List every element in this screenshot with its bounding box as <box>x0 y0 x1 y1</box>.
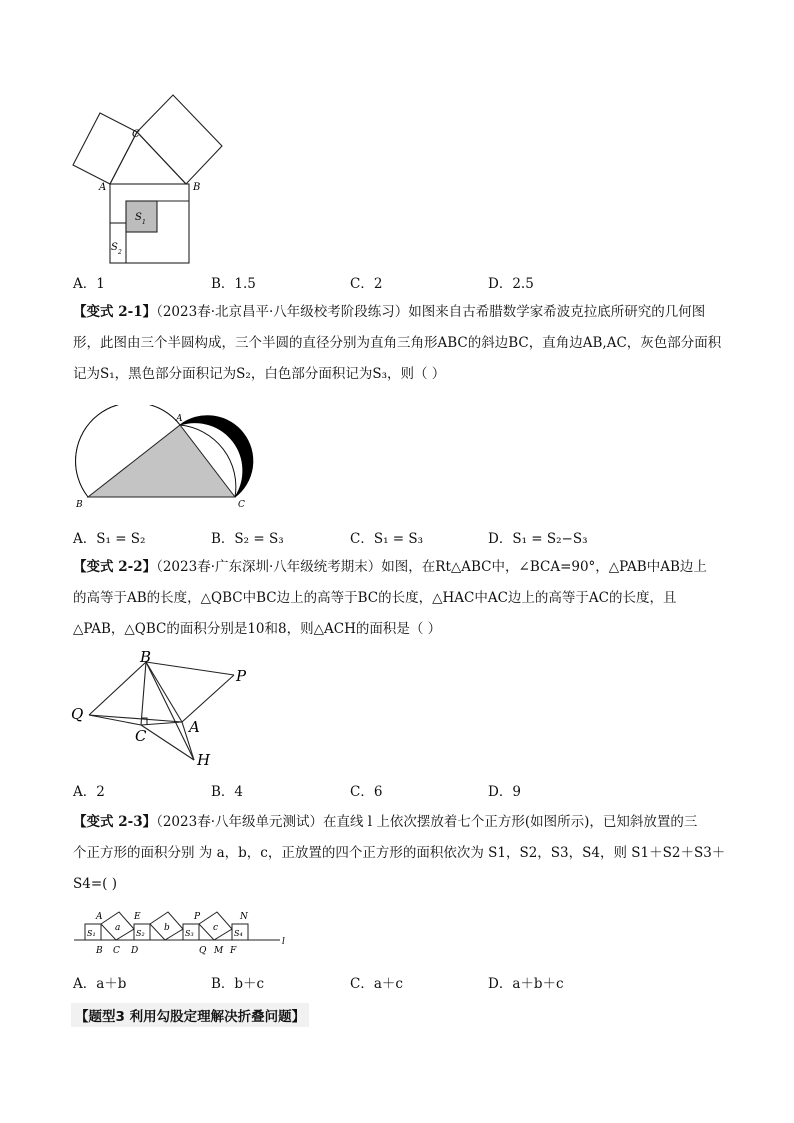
q23-option-a[interactable]: A．a＋b <box>73 976 127 992</box>
figure-seven-squares <box>70 906 300 958</box>
sq-label-a-point: A <box>96 912 103 922</box>
tri-label-p: P <box>236 667 247 685</box>
sq-label-e: E <box>134 912 141 922</box>
q21-line1: （2023春·北京昌平·八年级校考阶段练习）如图来自古希腊数学家希波克拉底所研究的几何图 <box>156 304 706 320</box>
q1-option-d[interactable]: D．2.5 <box>488 276 534 292</box>
q22-line3: △PAB，△QBC的面积分别是10和8，则△ACH的面积是（ ） <box>73 621 442 637</box>
label-a: A <box>99 182 107 193</box>
sq-label-m: M <box>214 946 224 956</box>
lune-label-a: A <box>176 414 183 424</box>
q23-line1: （2023春·八年级单元测试）在直线 l 上依次摆放着七个正方形(如图所示)，已知斜放置的三 <box>156 814 698 830</box>
sq-label-s2: S₂ <box>136 929 145 938</box>
q21-stem <box>73 297 733 390</box>
q21-option-b[interactable]: B．S₂ = S₃ <box>211 531 284 547</box>
sq-label-c-point: C <box>113 946 120 956</box>
q22-option-a[interactable]: A．2 <box>73 784 105 800</box>
tri-label-h: H <box>197 751 211 769</box>
q23-option-d[interactable]: D．a＋b＋c <box>488 976 564 992</box>
q21-line2: 形，此图由三个半圆构成，三个半圆的直径分别为直角三角形ABC的斜边BC，直角边AB,AC，灰色部分面积 <box>73 335 722 351</box>
q23-tag: 【变式 2-3】 <box>73 814 157 830</box>
sq-label-a: a <box>115 923 121 933</box>
q22-option-d[interactable]: D．9 <box>488 784 521 800</box>
q23-option-b[interactable]: B．b＋c <box>211 976 265 992</box>
q21-line3: 记为S₁，黑色部分面积记为S₂，白色部分面积记为S₃，则（ ） <box>73 366 446 382</box>
q21-tag: 【变式 2-1】 <box>73 304 157 320</box>
sq-label-b: b <box>164 923 170 933</box>
q22-stem <box>73 552 733 645</box>
label-s2: S <box>111 242 118 253</box>
section-heading: 【题型3 利用勾股定理解决折叠问题】 <box>71 1003 309 1027</box>
lune-label-b: B <box>76 500 83 510</box>
sq-label-q: Q <box>199 946 207 956</box>
sq-label-s4: S₄ <box>234 929 243 938</box>
sq-label-b-point: B <box>96 946 103 956</box>
label-c: C <box>132 129 140 140</box>
q22-line2: 的高等于AB的长度，△QBC中BC边上的高等于BC的长度，△HAC中AC边上的高等于AC的长度，且 <box>73 590 677 606</box>
tri-label-b: B <box>140 648 152 666</box>
label-s1-sub: 1 <box>142 219 146 226</box>
q1-option-b[interactable]: B．1.5 <box>211 276 256 292</box>
tri-label-c: C <box>135 727 147 745</box>
q21-option-d[interactable]: D．S₁ = S₂−S₃ <box>488 531 588 547</box>
q23-option-c[interactable]: C．a＋c <box>350 976 403 992</box>
sq-label-l: l <box>282 937 285 947</box>
q22-line1: （2023春·广东深圳·八年级统考期末）如图，在Rt△ABC中，∠BCA=90°，△PAB中AB边上 <box>156 559 707 575</box>
q22-option-c[interactable]: C．6 <box>350 784 383 800</box>
q23-stem <box>73 807 733 900</box>
tri-label-q: Q <box>71 705 84 723</box>
q1-option-a[interactable]: A．1 <box>73 276 105 292</box>
label-b: B <box>193 182 201 193</box>
sq-label-d: D <box>131 946 139 956</box>
q21-option-c[interactable]: C．S₁ = S₃ <box>350 531 424 547</box>
q1-option-c[interactable]: C．2 <box>350 276 383 292</box>
q22-option-b[interactable]: B．4 <box>211 784 244 800</box>
sq-label-c: c <box>213 923 219 933</box>
q21-option-a[interactable]: A．S₁ = S₂ <box>73 531 146 547</box>
sq-label-s3: S₃ <box>185 929 194 938</box>
q23-line2: 个正方形的面积分别 为 a，b，c，正放置的四个正方形的面积依次为 S1，S2，S3，S4，则 S1＋S2＋S3＋ <box>73 845 726 861</box>
figure-triangles-pqh <box>66 648 266 773</box>
tri-label-a: A <box>189 718 200 736</box>
lune-label-c: C <box>238 500 245 510</box>
q22-tag: 【变式 2-2】 <box>73 559 157 575</box>
label-s2-sub: 2 <box>118 249 122 256</box>
sq-label-n: N <box>240 912 248 922</box>
figure-hippocrates-lunes <box>70 405 270 520</box>
figure-pythagoras-squares <box>66 90 246 270</box>
sq-label-f: F <box>230 946 237 956</box>
sq-label-p: P <box>194 912 201 922</box>
q23-line3: S4=( ) <box>73 876 117 892</box>
label-s1: S <box>135 212 142 223</box>
sq-label-s1: S₁ <box>87 929 96 938</box>
